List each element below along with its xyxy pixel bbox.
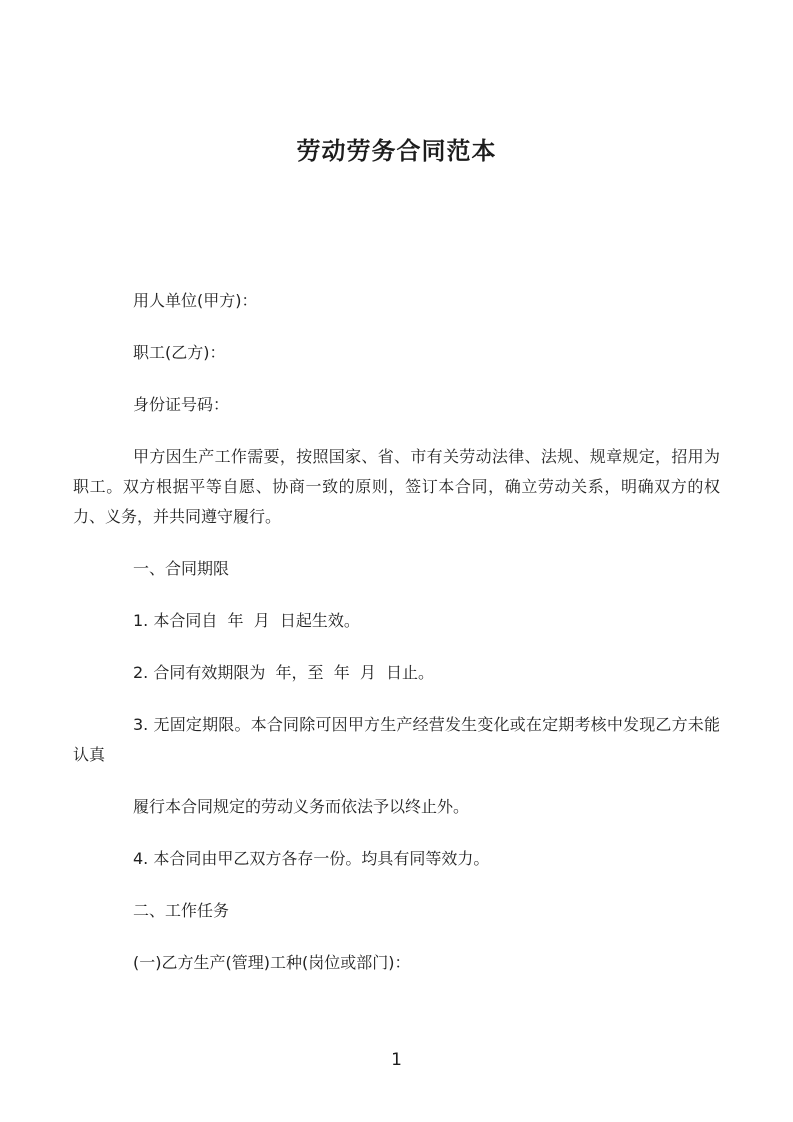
- clause-1-3-continuation: 履行本合同规定的劳动义务而依法予以终止外。: [133, 797, 470, 816]
- section-1-heading: 一、合同期限: [133, 559, 230, 578]
- document-title: 劳动劳务合同范本: [296, 137, 497, 165]
- field-id-number: 身份证号码：: [133, 395, 230, 414]
- clause-2-1: (一)乙方生产(管理)工种(岗位或部门)：: [133, 953, 411, 972]
- clause-1-4: 4. 本合同由甲乙双方各存一份。均具有同等效力。: [133, 849, 490, 868]
- clause-1-3: 3. 无固定期限。本合同除可因甲方生产经营发生变化或在定期考核中发现乙方未能认真: [73, 715, 720, 764]
- document-body: [73, 286, 720, 978]
- clause-1-2: 2. 合同有效期限为 年，至 年 月 日止。: [133, 663, 435, 682]
- section-2-heading: 二、工作任务: [133, 901, 230, 920]
- page-number: 1: [391, 1050, 402, 1070]
- field-employee: 职工(乙方)：: [133, 343, 226, 362]
- intro-paragraph: 甲方因生产工作需要，按照国家、省、市有关劳动法律、法规、规章规定，招用为职工。双方根据平等自愿、协商一致的原则，签订本合同，确立劳动关系，明确双方的权力、义务，并共同遵守履行。: [73, 447, 720, 526]
- field-employer: 用人单位(甲方)：: [133, 291, 258, 310]
- clause-1-1: 1. 本合同自 年 月 日起生效。: [133, 611, 360, 630]
